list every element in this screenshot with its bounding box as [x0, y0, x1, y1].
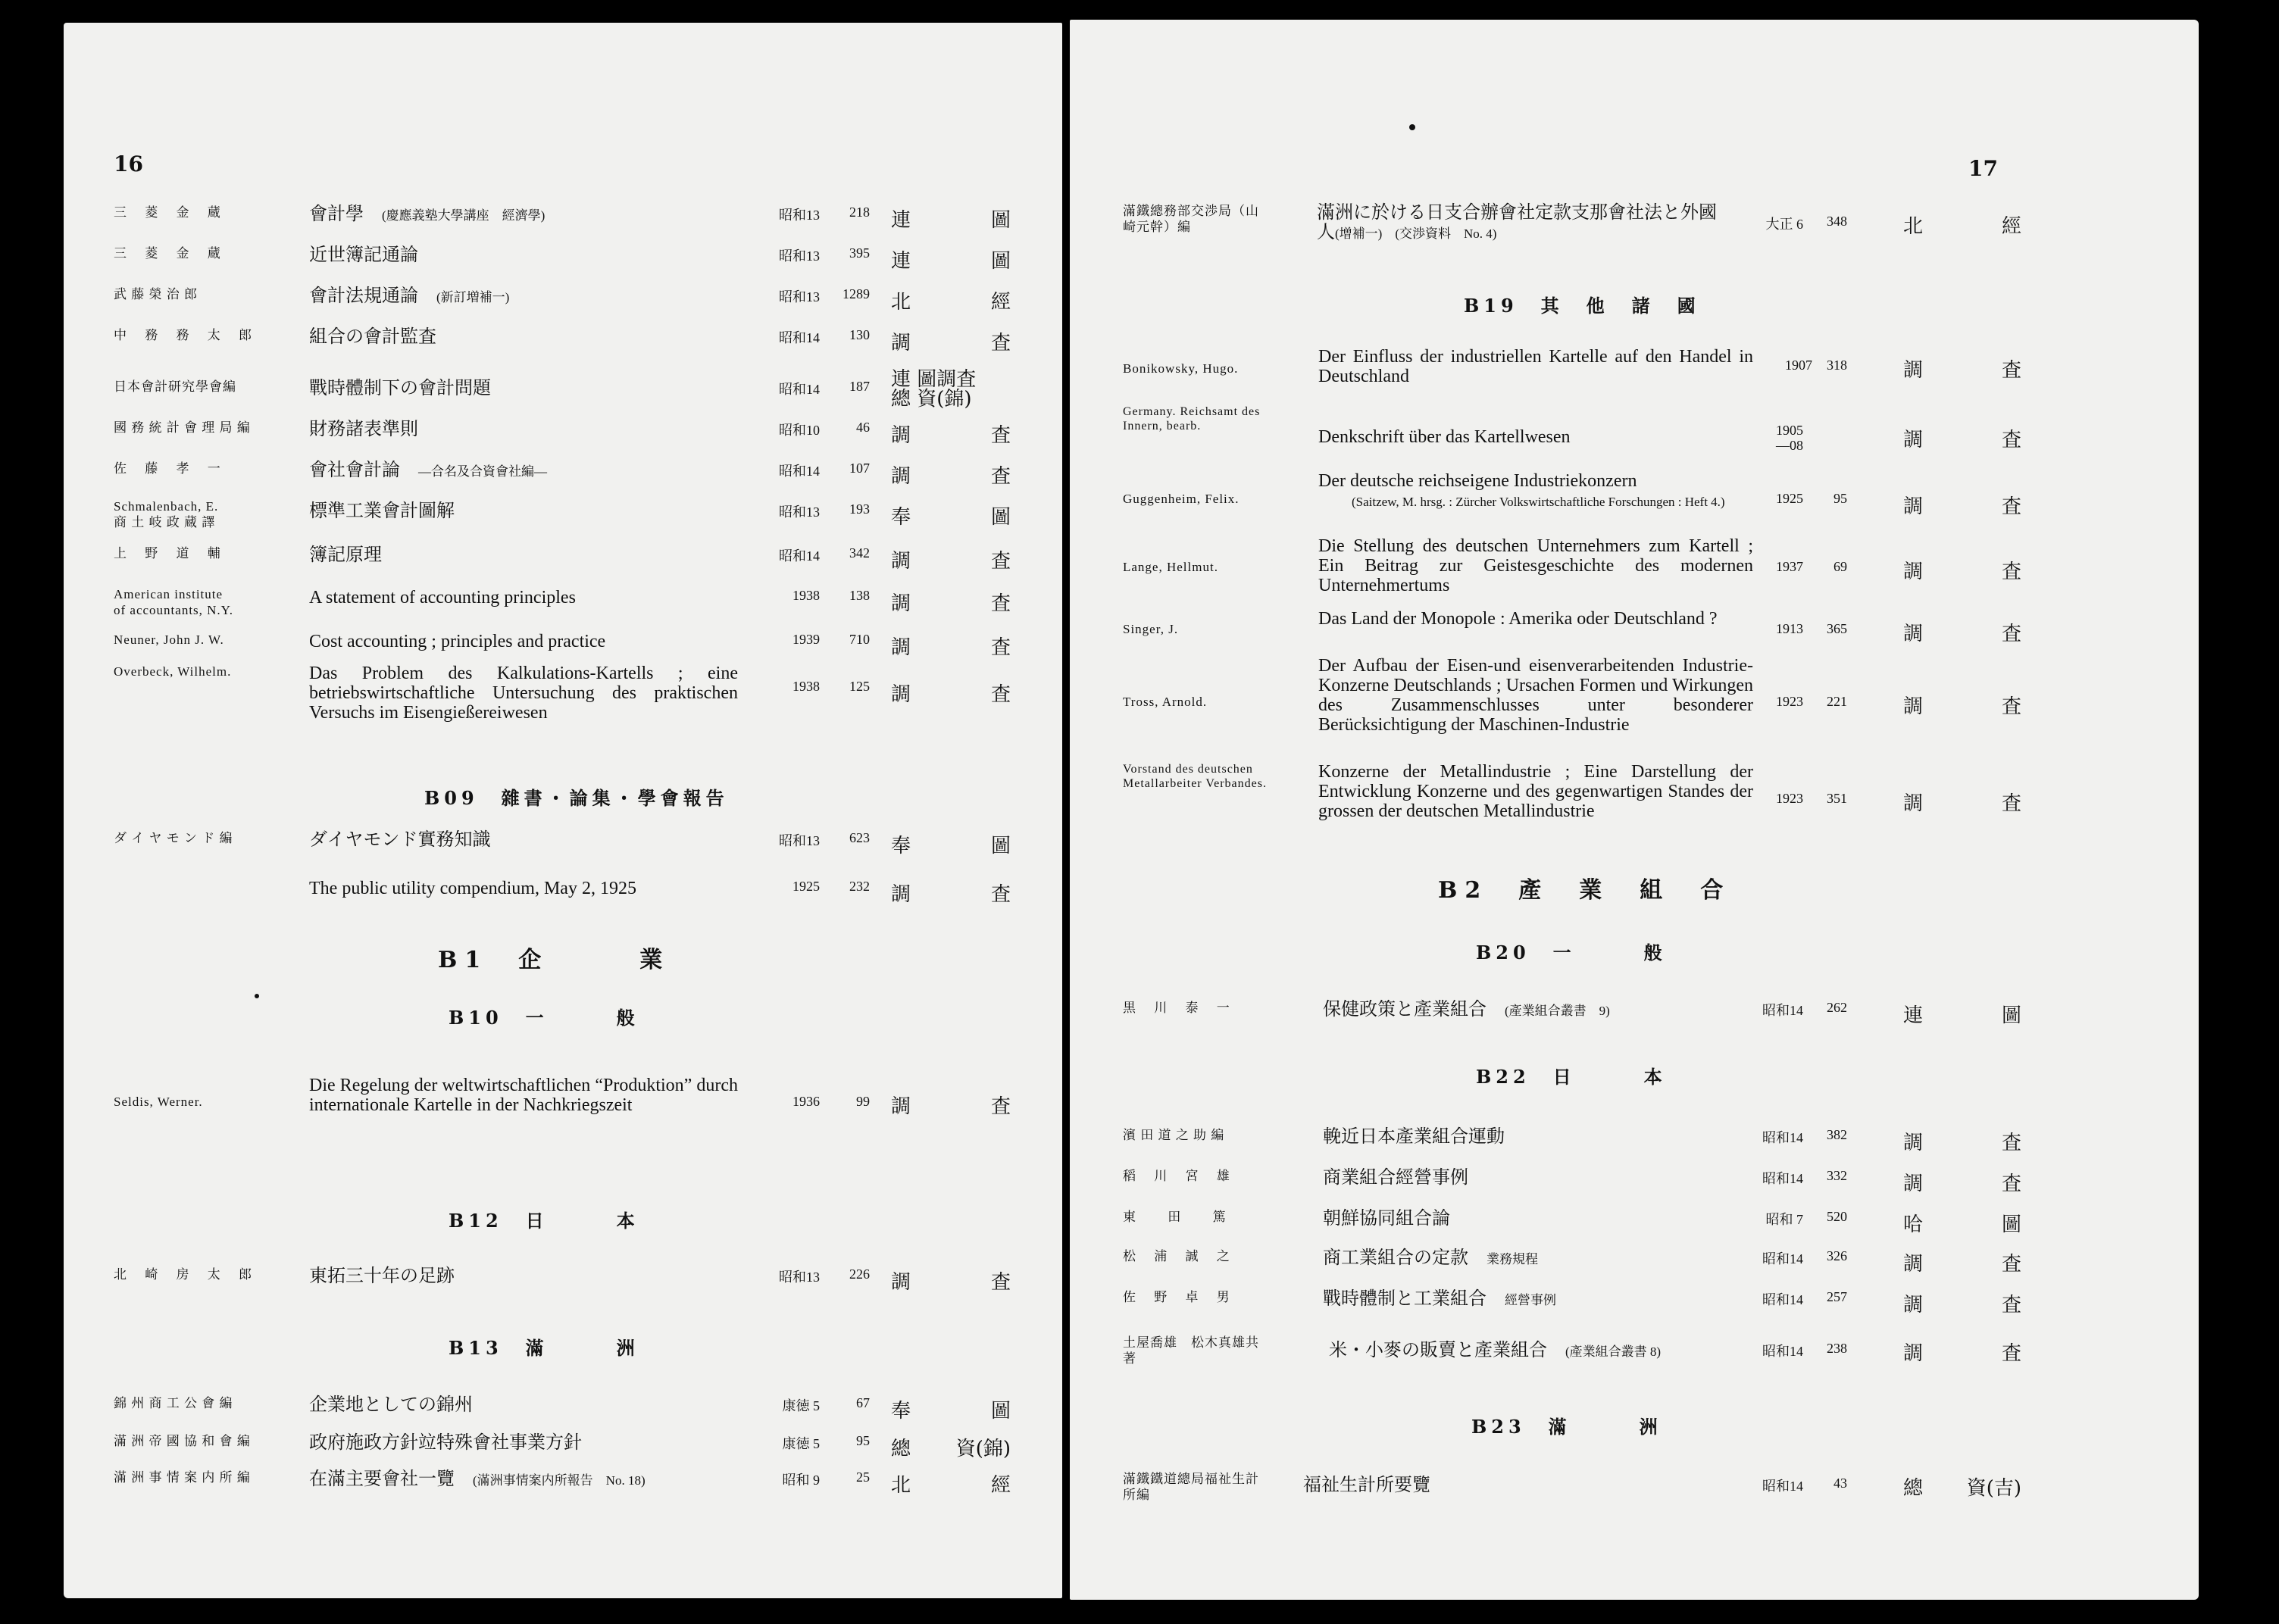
entry-year: 1937: [1776, 559, 1803, 574]
entry-title: 會社會計論 —合名及合資會社編—: [309, 461, 547, 480]
entry-author: 中 務 務 太 郎: [114, 328, 252, 342]
section-heading: B10 一 般: [449, 1007, 639, 1029]
entry-title: 商業組合經營事例: [1323, 1168, 1468, 1188]
entry-author: Bonikowsky, Hugo.: [1123, 361, 1239, 376]
entry-year: 昭和14: [1762, 1171, 1803, 1186]
entry-author: 滿鐵總務部交渉局（山 崎元幹）編: [1123, 204, 1259, 234]
entry-title: 標準工業會計圖解: [309, 501, 455, 521]
entry-pages: 46: [856, 420, 870, 435]
entry-location-type: 資(錦): [955, 1438, 1011, 1460]
entry-year: 1923: [1776, 791, 1803, 806]
entry-title: 保健政策と產業組合 (產業組合叢書 9): [1323, 1000, 1610, 1020]
entry-year: 昭和14: [1762, 1251, 1803, 1266]
entry-location-type: 査: [990, 683, 1011, 706]
section-heading: B19 其 他 諸 國: [1464, 295, 1700, 317]
entry-author: 東 田 篤: [1123, 1210, 1227, 1224]
entry-pages: 99: [856, 1094, 870, 1109]
section-heading: B22 日 本: [1476, 1066, 1667, 1088]
entry-year: 康徳 5: [782, 1398, 820, 1413]
entry-location: 奉: [891, 835, 911, 857]
entry-year: 1905 —08: [1776, 423, 1803, 453]
entry-pages: 218: [849, 205, 870, 220]
entry-author: 日本會計研究學會編: [114, 379, 236, 394]
entry-title: 東拓三十年の足跡: [309, 1266, 455, 1286]
section-heading: B1 企 業: [438, 947, 671, 973]
entry-location: 調: [1903, 1173, 1924, 1195]
entry-pages: 67: [856, 1395, 870, 1410]
section-heading: B20 一 般: [1476, 942, 1667, 963]
entry-year: 1938: [792, 679, 820, 694]
entry-location: 連: [891, 250, 911, 273]
entry-title: Das Land der Monopole : Amerika oder Deutschland ?: [1318, 609, 1718, 629]
entry-location: 調: [1903, 623, 1924, 645]
entry-author: Guggenheim, Felix.: [1123, 492, 1240, 506]
entry-year: 昭和14: [779, 464, 820, 479]
entry-location: 奉: [891, 1400, 911, 1423]
entry-location-type: 資(吉): [1966, 1477, 2021, 1500]
entry-title: 財務諸表準則: [309, 420, 418, 439]
entry-title: Die Stellung des deutschen Unternehmers zum Kartell ; Ein Beitrag zur Geistesgeschichte des modernen Unternehmertums: [1318, 536, 1753, 595]
entry-location-type: 査: [2001, 792, 2021, 815]
entry-pages: 351: [1827, 791, 1847, 806]
entry-year: 昭和13: [779, 1270, 820, 1285]
entry-location: 調: [1903, 1253, 1924, 1276]
entry-location-type: 圖: [2001, 1213, 2021, 1236]
entry-location: 調: [1903, 695, 1924, 718]
entry-year: 1925: [792, 879, 820, 894]
entry-year: 昭和 7: [1765, 1212, 1803, 1227]
entry-author: 北 崎 房 太 郎: [114, 1267, 252, 1282]
entry-pages: 95: [856, 1433, 870, 1448]
entry-author: 佐 藤 孝 一: [114, 461, 221, 476]
entry-author: 武 藤 榮 治 郎: [114, 287, 198, 301]
entry-location-type: 査: [990, 1095, 1011, 1118]
entry-title: Konzerne der Metallindustrie ; Eine Darstellung der Entwicklung Konzerne und des gegenwartigen Standes der grossen der deutschen Metallindustrie: [1318, 762, 1753, 821]
entry-location-type: 査: [2001, 429, 2021, 451]
entry-pages: 221: [1827, 694, 1847, 709]
entry-pages: 138: [849, 588, 870, 603]
entry-title: 會計學 (慶應義塾大學講座 經濟學): [309, 205, 546, 224]
entry-location-type: 圖: [2001, 1004, 2021, 1027]
entry-year: 昭和13: [779, 208, 820, 223]
entry-year: 1938: [792, 588, 820, 603]
entry-title: 戰時體制下の會計問題: [309, 379, 491, 398]
entry-author: 錦 州 商 工 公 會 編: [114, 1396, 233, 1410]
entry-location-type: 査: [2001, 359, 2021, 382]
entry-author: Tross, Arnold.: [1123, 695, 1208, 709]
entry-title: Denkschrift über das Kartellwesen: [1318, 427, 1571, 447]
section-heading: B13 滿 洲: [449, 1337, 639, 1359]
entry-title: 朝鮮協同組合論: [1323, 1209, 1450, 1229]
entry-year: 昭和14: [1762, 1344, 1803, 1359]
entry-author: Neuner, John J. W.: [114, 632, 224, 647]
section-heading: B12 日 本: [449, 1210, 639, 1232]
entry-title: 米・小麥の販賣と產業組合 (產業組合叢書 8): [1329, 1341, 1662, 1360]
entry-pages: 69: [1834, 559, 1847, 574]
entry-location: 調: [1903, 429, 1924, 451]
entry-location-type: 圖: [990, 209, 1011, 232]
entry-title: 組合の會計監査: [309, 327, 436, 347]
entry-location-type: 査: [990, 636, 1011, 659]
entry-pages: 130: [849, 327, 870, 342]
entry-pages: 262: [1827, 1000, 1847, 1015]
entry-year: 康徳 5: [782, 1436, 820, 1451]
entry-year: 昭和13: [779, 833, 820, 848]
print-speck: [1409, 124, 1415, 130]
entry-year: 昭和14: [779, 330, 820, 345]
entry-pages: 232: [849, 879, 870, 894]
entry-year: 昭和14: [779, 382, 820, 397]
entry-pages: 332: [1827, 1168, 1847, 1183]
entry-title: 政府施政方針竝特殊會社事業方針: [309, 1433, 582, 1453]
entry-year: 昭和10: [779, 423, 820, 438]
entry-title: Die Regelung der weltwirtschaftlichen “Produktion” durch internationale Kartelle in der Nachkriegszeit: [309, 1076, 738, 1115]
entry-author: 國 務 統 計 會 理 局 編: [114, 420, 251, 435]
entry-pages: 238: [1827, 1341, 1847, 1356]
entry-location: 調: [891, 683, 911, 706]
entry-location: 調: [1903, 792, 1924, 815]
entry-location: 調: [891, 1271, 911, 1294]
entry-pages: 348: [1827, 214, 1847, 229]
entry-author: 滿 洲 事 情 案 内 所 編: [114, 1470, 251, 1485]
entry-pages: 395: [849, 245, 870, 261]
entry-title: ダイヤモンド實務知識: [309, 830, 491, 850]
entry-year: 昭和14: [1762, 1003, 1803, 1018]
entry-title: 輓近日本產業組合運動: [1323, 1127, 1505, 1147]
entry-location: 調: [1903, 561, 1924, 583]
entry-year: 昭和13: [779, 289, 820, 304]
entry-pages: 43: [1834, 1476, 1847, 1491]
entry-pages: 25: [856, 1469, 870, 1485]
entry-pages: 520: [1827, 1209, 1847, 1224]
entry-year: 1939: [792, 632, 820, 647]
entry-author: 土屋喬雄 松木真雄共 著: [1123, 1335, 1259, 1366]
section-heading: B23 滿 洲: [1471, 1416, 1662, 1438]
entry-author: 稻 川 宮 雄: [1123, 1169, 1230, 1183]
entry-pages: 710: [849, 632, 870, 647]
entry-author: 三 菱 金 蔵: [114, 205, 221, 220]
entry-location: 北: [1903, 215, 1924, 238]
entry-title: Der Einfluss der industriellen Kartelle auf den Handel in Deutschland: [1318, 347, 1753, 386]
entry-pages: 125: [849, 679, 870, 694]
entry-location-type: 査: [2001, 1294, 2021, 1316]
page-number-left: 16: [114, 151, 143, 176]
entry-author: 滿鐵鐵道總局福祉生計 所編: [1123, 1472, 1259, 1502]
entry-title: 商工業組合の定款 業務規程: [1323, 1248, 1538, 1268]
entry-location: 調: [891, 465, 911, 488]
entry-title: 在滿主要會社一覽 (滿洲事情案内所報告 No. 18): [309, 1469, 646, 1489]
entry-year: 1923: [1776, 694, 1803, 709]
entry-location: 總: [891, 1438, 911, 1460]
entry-location-type: 經: [2001, 215, 2021, 238]
entry-location: 調: [891, 592, 911, 615]
entry-location-type: 圖: [990, 1400, 1011, 1423]
entry-location: 調: [891, 883, 911, 906]
entry-author: Schmalenbach, E. 商 土 岐 政 蔵 譯: [114, 499, 219, 529]
entry-title: A statement of accounting principles: [309, 588, 576, 607]
entry-location-type: 査: [2001, 623, 2021, 645]
entry-location: 調: [891, 1095, 911, 1118]
entry-location-type: 査: [990, 1271, 1011, 1294]
entry-author: 松 浦 誠 之: [1123, 1249, 1230, 1263]
entry-author: Overbeck, Wilhelm.: [114, 664, 232, 679]
entry-location-type: 査: [990, 332, 1011, 354]
entry-year: 昭和13: [779, 504, 820, 520]
entry-year: 昭和14: [1762, 1130, 1803, 1145]
print-speck: [255, 994, 259, 998]
entry-pages: 623: [849, 830, 870, 845]
entry-title: 企業地としての錦州: [309, 1395, 473, 1415]
entry-location: 調: [1903, 1342, 1924, 1365]
entry-author: 佐 野 卓 男: [1123, 1290, 1230, 1304]
entry-title: Der Aufbau der Eisen-und eisenverarbeitenden Industrie-Konzerne Deutschlands ; Ursachen Formen und Wirkungen des Zusammenschlusses unter besonderer Berücksichtigung der Maschinen-Industrie: [1318, 656, 1753, 735]
entry-author: Seldis, Werner.: [114, 1095, 203, 1109]
entry-location-type: 査: [2001, 1173, 2021, 1195]
entry-location-type: 査: [990, 465, 1011, 488]
entry-title: 會計法規通論 (新訂増補一): [309, 286, 510, 306]
page-number-right: 17: [1968, 156, 1998, 181]
entry-author: ダ イ ヤ モ ン ド 編: [114, 831, 233, 845]
entry-location: 北: [891, 291, 911, 314]
entry-location: 連: [1903, 1004, 1924, 1027]
entry-location: 連 圖調査 總 資(錦): [891, 368, 977, 411]
left-page: [64, 23, 1062, 1598]
entry-location-type: 圖: [990, 506, 1011, 529]
entry-title: 近世簿記通論: [309, 245, 418, 265]
entry-pages: 226: [849, 1266, 870, 1282]
entry-pages: 107: [849, 461, 870, 476]
entry-location-type: 査: [2001, 561, 2021, 583]
entry-location-type: 査: [990, 592, 1011, 615]
entry-year: 昭和14: [1762, 1479, 1803, 1494]
entry-location-type: 査: [990, 883, 1011, 906]
entry-title: Der deutsche reichseigene Industriekonzern (Saitzew, M. hrsg. : Zürcher Volkswirtschaftliche Forschungen : Heft 4.): [1318, 471, 1725, 509]
entry-year: 昭和14: [779, 548, 820, 564]
entry-title: The public utility compendium, May 2, 1925: [309, 879, 636, 898]
entry-pages: 95: [1834, 491, 1847, 506]
entry-location-type: 經: [990, 291, 1011, 314]
entry-location-type: 圖: [990, 835, 1011, 857]
entry-year: 1925: [1776, 491, 1803, 506]
right-page: [1070, 20, 2199, 1600]
entry-location-type: 査: [990, 550, 1011, 573]
entry-location: 調: [891, 550, 911, 573]
entry-location-type: 査: [990, 424, 1011, 447]
entry-location-type: 査: [2001, 1342, 2021, 1365]
entry-location: 哈: [1903, 1213, 1924, 1236]
entry-title: 滿洲に於ける日支合辦會社定款支那會社法と外國人(增補一) (交渉資料 No. 4): [1317, 203, 1717, 242]
entry-pages: 193: [849, 501, 870, 517]
entry-year: 1907: [1785, 358, 1812, 373]
entry-year: 昭和14: [1762, 1292, 1803, 1307]
entry-location: 調: [891, 332, 911, 354]
entry-location: 奉: [891, 506, 911, 529]
entry-author: Lange, Hellmut.: [1123, 560, 1218, 574]
entry-year: 大正 6: [1765, 217, 1803, 232]
entry-year: 昭和13: [779, 248, 820, 264]
entry-location: 調: [1903, 1294, 1924, 1316]
entry-title: 簿記原理: [309, 545, 382, 565]
entry-pages: 187: [849, 379, 870, 394]
entry-author: 三 菱 金 蔵: [114, 246, 221, 261]
entry-title: 戰時體制と工業組合 經營事例: [1323, 1289, 1556, 1309]
entry-location-type: 査: [2001, 495, 2021, 518]
section-heading: B09 雜書・論集・學會報告: [424, 787, 729, 809]
entry-location: 調: [891, 424, 911, 447]
entry-location: 調: [1903, 1132, 1924, 1154]
entry-title: Das Problem des Kalkulations-Kartells ; eine betriebswirtschaftliche Untersuchung des praktischen Versuchs im Eisengießereiwesen: [309, 664, 738, 723]
entry-pages: 365: [1827, 621, 1847, 636]
entry-location-type: 圖: [990, 250, 1011, 273]
entry-author: 上 野 道 輔: [114, 546, 221, 561]
entry-pages: 318: [1827, 358, 1847, 373]
entry-location-type: 査: [2001, 1132, 2021, 1154]
entry-location: 調: [1903, 359, 1924, 382]
entry-pages: 342: [849, 545, 870, 561]
entry-location: 調: [1903, 495, 1924, 518]
entry-location: 總: [1903, 1477, 1924, 1500]
entry-location: 連: [891, 209, 911, 232]
entry-location: 調: [891, 636, 911, 659]
section-heading: B2 產 業 組 合: [1438, 877, 1731, 904]
entry-author: Vorstand des deutschen Metallarbeiter Verbandes.: [1123, 763, 1267, 790]
entry-year: 1936: [792, 1094, 820, 1109]
entry-year: 1913: [1776, 621, 1803, 636]
entry-title: Cost accounting ; principles and practice: [309, 632, 606, 651]
entry-location: 北: [891, 1474, 911, 1497]
entry-author: 滿 洲 帝 國 協 和 會 編: [114, 1434, 251, 1448]
entry-author: Singer, J.: [1123, 622, 1179, 636]
entry-location-type: 査: [2001, 1253, 2021, 1276]
entry-author: 濱 田 道 之 助 編: [1123, 1128, 1225, 1142]
entry-location-type: 査: [2001, 695, 2021, 718]
entry-location-type: 經: [990, 1474, 1011, 1497]
entry-pages: 257: [1827, 1289, 1847, 1304]
entry-pages: 1289: [843, 286, 870, 301]
entry-pages: 382: [1827, 1127, 1847, 1142]
entry-year: 昭和 9: [782, 1473, 820, 1488]
entry-pages: 326: [1827, 1248, 1847, 1263]
entry-author: American institute of accountants, N.Y.: [114, 587, 234, 617]
entry-title: 福祉生計所要覽: [1303, 1476, 1430, 1495]
entry-author: 黒 川 泰 一: [1123, 1001, 1230, 1015]
entry-author: Germany. Reichsamt des Innern, bearb.: [1123, 405, 1261, 433]
